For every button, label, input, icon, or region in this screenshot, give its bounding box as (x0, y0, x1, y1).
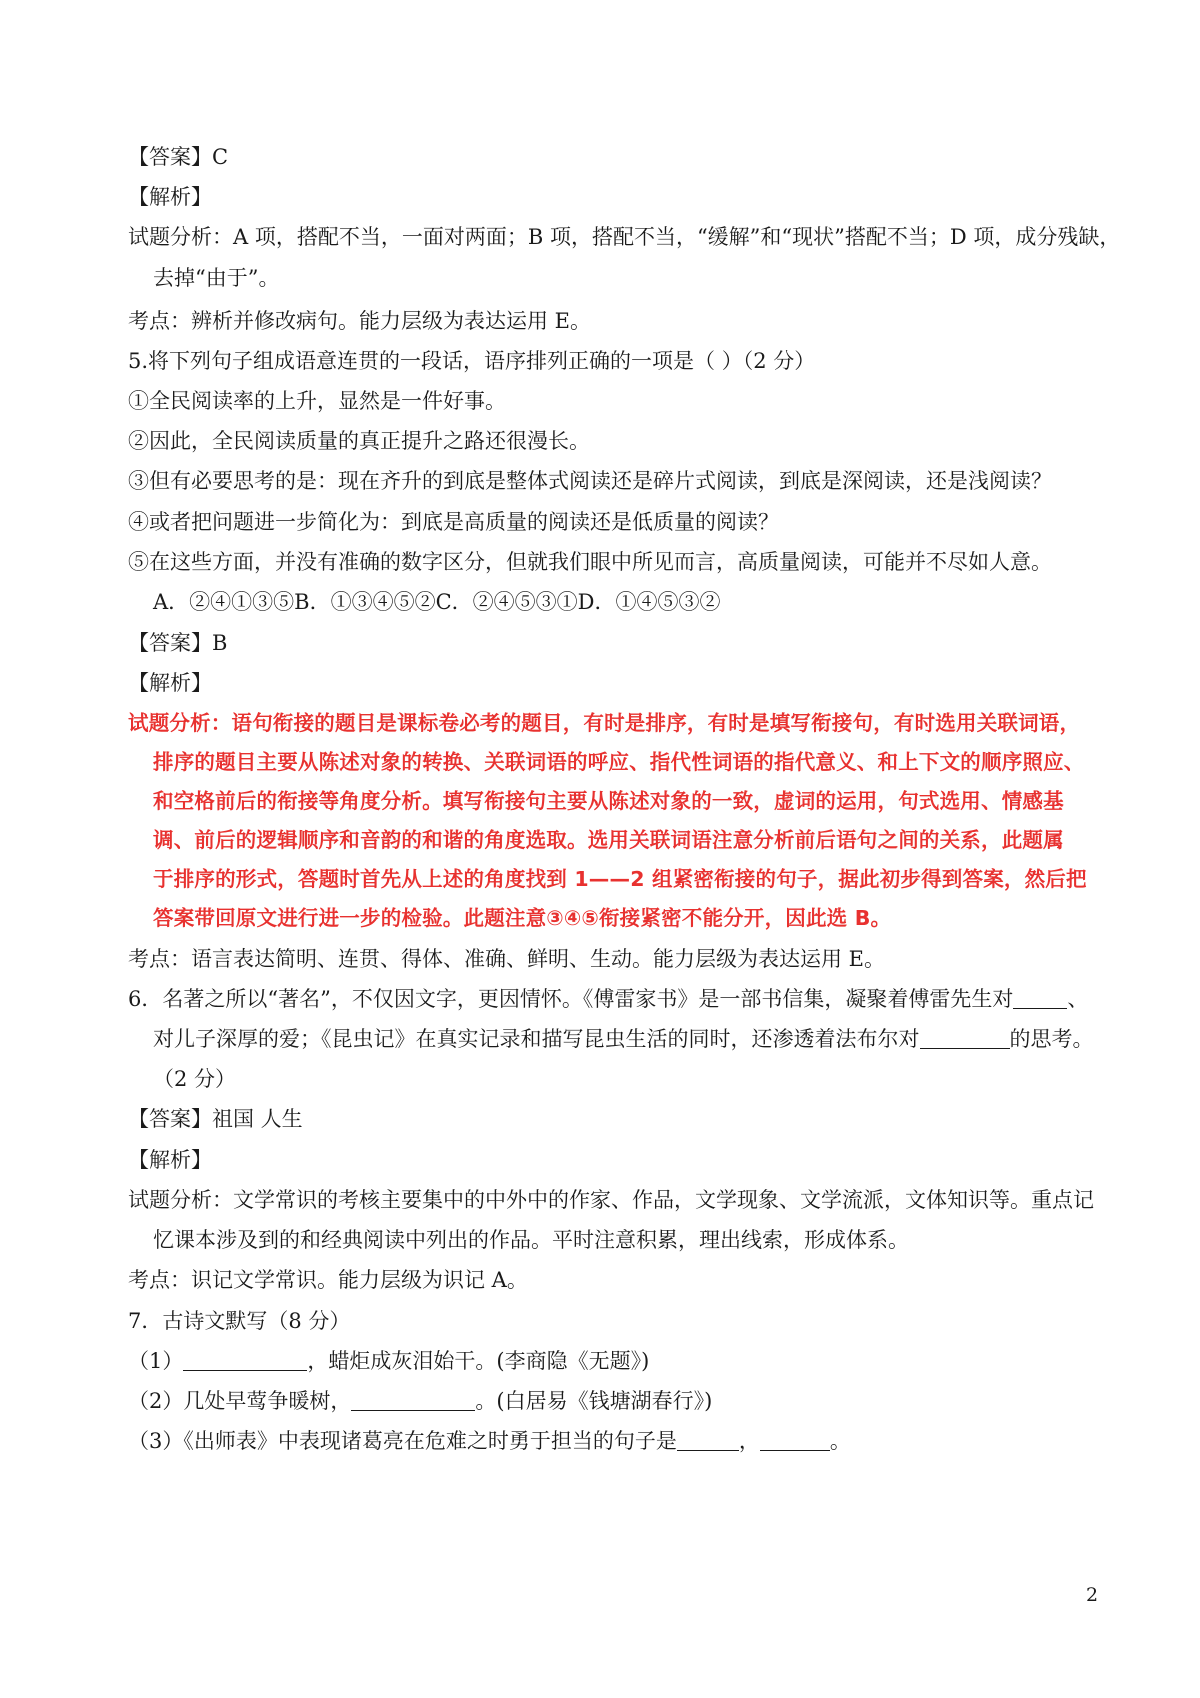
q5-sentence-4: ④或者把问题进一步简化为：到底是高质量的阅读还是低质量的阅读？ (128, 510, 779, 534)
q6-blank-1[interactable] (1013, 988, 1067, 1009)
q6-analysis-line2: 忆课本涉及到的和经典阅读中列出的作品。平时注意积累，理出线索，形成体系。 (153, 1228, 909, 1252)
q4-analysis-line2: 去掉“由于”。 (153, 266, 280, 290)
q6-line2 (153, 1024, 1094, 1054)
q6-line1 (128, 984, 1088, 1014)
q5-analysis-red-line6: 答案带回原文进行进一步的检验。此题注意③④⑤衔接紧密不能分开，因此选 B。 (153, 906, 892, 930)
q7-blank-3[interactable] (677, 1430, 739, 1451)
q5-sentence-1: ①全民阅读率的上升，显然是一件好事。 (128, 389, 506, 413)
q6-line2-tail: 的思考。 (1009, 1027, 1094, 1051)
q5-point: 考点：语言表达简明、连贯、得体、准确、鲜明、生动。能力层级为表达运用 E。 (128, 947, 886, 971)
q6-analysis-label: 【解析】 (128, 1148, 212, 1172)
q6-line1-text: 6．名著之所以“著名”，不仅因文字，更因情怀。《傅雷家书》是一部书信集，凝聚着傅雷先生对 (128, 987, 1014, 1011)
q7-item-1 (128, 1346, 649, 1376)
q7-stem: 7．古诗文默写（8 分） (128, 1309, 351, 1333)
page-number: 2 (1086, 1584, 1099, 1606)
q7-blank-1[interactable] (183, 1350, 307, 1371)
q7-blank-4[interactable] (760, 1430, 830, 1451)
q6-analysis-line1: 试题分析：文学常识的考核主要集中的中外中的作家、作品，文学现象、文学流派，文体知识等。重点记 (128, 1188, 1094, 1212)
q7-blank-2[interactable] (351, 1390, 475, 1411)
q5-analysis-red-line2: 排序的题目主要从陈述对象的转换、关联词语的呼应、指代性词语的指代意义、和上下文的顺序照应、 (153, 750, 1085, 774)
q5-sentence-3: ③但有必要思考的是：现在齐升的到底是整体式阅读还是碎片式阅读，到底是深阅读，还是浅阅读？ (128, 469, 1052, 493)
q5-analysis-red-line3: 和空格前后的衔接等角度分析。填写衔接句主要从陈述对象的一致，虚词的运用，句式选用、情感基 (153, 789, 1064, 813)
q7-item-3 (128, 1426, 851, 1456)
q7-item-1-label: （1） (128, 1349, 184, 1373)
q6-blank-2[interactable] (920, 1028, 1010, 1049)
q7-item-2 (128, 1386, 712, 1416)
q7-item-2-source: 。(白居易《钱塘湖春行》) (475, 1389, 713, 1413)
q5-analysis-red-line5: 于排序的形式，答题时首先从上述的角度找到 1——2 组紧密衔接的句子，据此初步得到答案，然后把 (153, 867, 1087, 891)
q4-analysis-label: 【解析】 (128, 185, 212, 209)
q6-line1-tail: 、 (1067, 987, 1089, 1011)
q5-answer: 【答案】B (128, 631, 228, 655)
q5-options: A．②④①③⑤B．①③④⑤②C．②④⑤③①D．①④⑤③② (153, 590, 721, 614)
q5-analysis-red-line1: 试题分析：语句衔接的题目是课标卷必考的题目，有时是排序，有时是填写衔接句，有时选用关联词语， (128, 711, 1081, 735)
q4-point: 考点：辨析并修改病句。能力层级为表达运用 E。 (128, 309, 592, 333)
q7-item-2-text: （2）几处早莺争暖树， (128, 1389, 352, 1413)
q7-item-3-comma: ， (738, 1429, 760, 1453)
q6-point: 考点：识记文学常识。能力层级为识记 A。 (128, 1268, 528, 1292)
q6-score: （2 分） (153, 1067, 237, 1091)
q4-analysis-line1: 试题分析：A 项，搭配不当，一面对两面；B 项，搭配不当，“缓解”和“现状”搭配不当；D 项，成分残缺， (128, 225, 1121, 249)
q5-analysis-red-line4: 调、前后的逻辑顺序和音韵的和谐的角度选取。选用关联词语注意分析前后语句之间的关系，此题属 (153, 828, 1064, 852)
q6-answer: 【答案】祖国 人生 (128, 1107, 303, 1131)
q7-item-3-end: 。 (829, 1429, 851, 1453)
q4-answer: 【答案】C (128, 145, 229, 169)
q7-item-1-text: ，蜡炬成灰泪始干。(李商隐《无题》) (307, 1349, 650, 1373)
q7-item-3-text: （3）《出师表》中表现诸葛亮在危难之时勇于担当的句子是 (128, 1429, 677, 1453)
q6-line2-text: 对儿子深厚的爱；《昆虫记》在真实记录和描写昆虫生活的同时，还渗透着法布尔对 (153, 1027, 920, 1051)
q5-analysis-label: 【解析】 (128, 671, 212, 695)
q5-stem: 5.将下列句子组成语意连贯的一段话，语序排列正确的一项是（ ）（2 分） (128, 349, 816, 373)
q5-sentence-5: ⑤在这些方面，并没有准确的数字区分，但就我们眼中所见而言，高质量阅读，可能并不尽如人意。 (128, 550, 1052, 574)
q5-sentence-2: ②因此，全民阅读质量的真正提升之路还很漫长。 (128, 429, 590, 453)
